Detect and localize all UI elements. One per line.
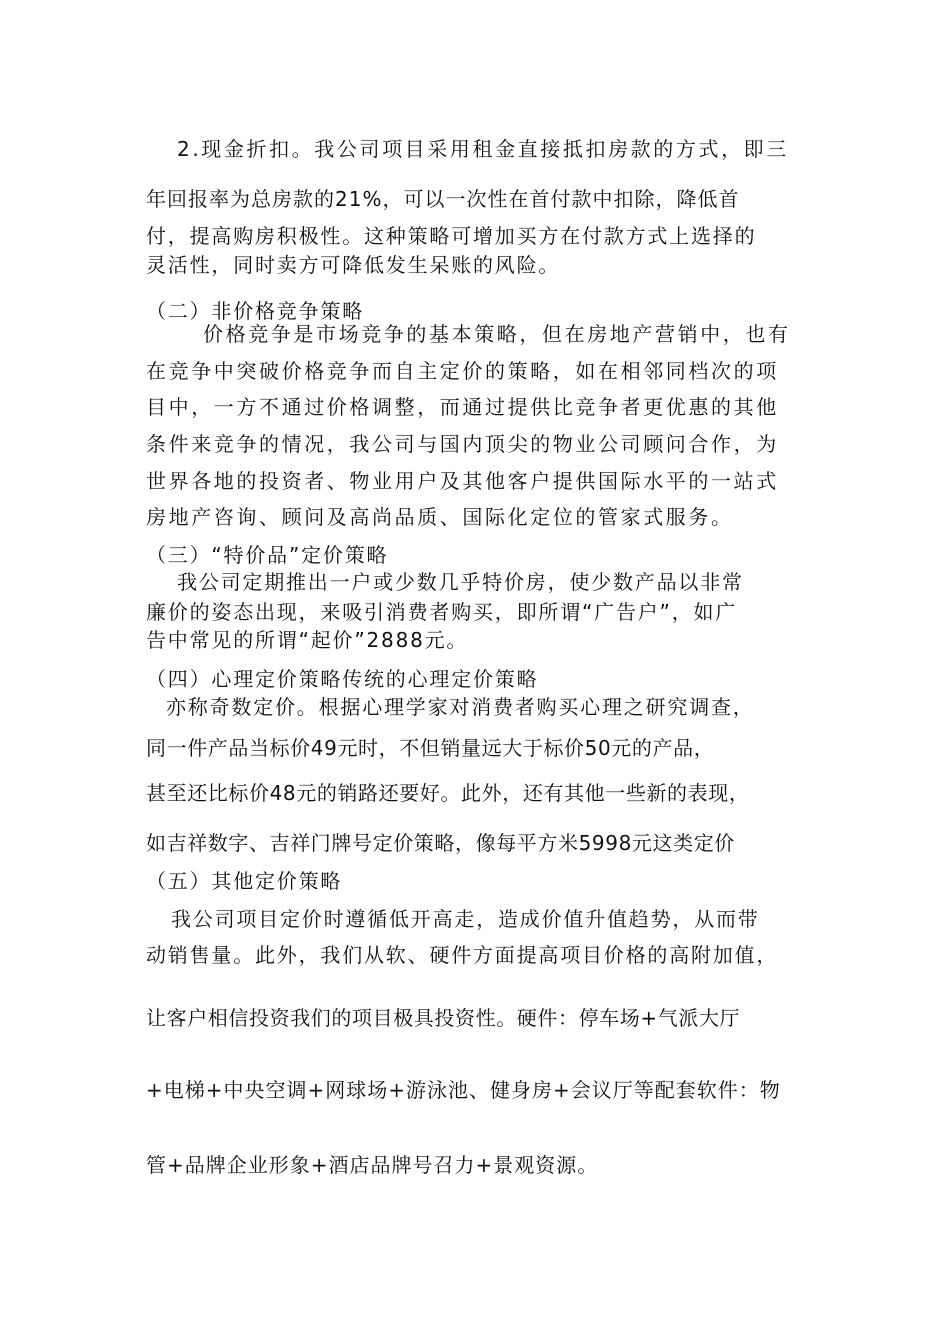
section-heading: （三）“特价品”定价策略: [146, 543, 389, 567]
text-line: 让客户相信投资我们的项目极具投资性。硬件：停车场+气派大厅: [146, 1006, 741, 1030]
text-line: 如吉祥数字、吉祥门牌号定价策略，像每平方米5998元这类定价: [146, 831, 735, 855]
text-line: 同一件产品当标价49元时，不但销量远大于标价50元的产品，: [146, 736, 715, 760]
text-line: 告中常见的所谓“起价”2888元。: [146, 628, 469, 652]
text-line: 条件来竞争的情况，我公司与国内顶尖的物业公司顾问合作，为: [146, 432, 779, 456]
text-line: 年回报率为总房款的21%，可以一次性在首付款中扣除，降低首: [146, 187, 740, 211]
text-line: 管+品牌企业形象+酒店品牌号召力+景观资源。: [146, 1153, 599, 1177]
text-line: 动销售量。此外，我们从软、硬件方面提高项目价格的高附加值，: [146, 943, 779, 967]
text-line: 灵活性，同时卖方可降低发生呆账的风险。: [146, 253, 561, 277]
text-line: 我公司项目定价时遵循低开高走，造成价值升值趋势，从而带: [171, 907, 760, 931]
text-line: 房地产咨询、顾问及高尚品质、国际化定位的管家式服务。: [146, 505, 734, 529]
section-heading: （五）其他定价策略: [146, 869, 343, 893]
text-line: 目中，一方不通过价格调整，而通过提供比竞争者更优惠的其他: [146, 395, 779, 419]
text-line: 价格竞争是市场竞争的基本策略，但在房地产营销中，也有: [203, 322, 791, 346]
text-line: 2.现金折扣。我公司项目采用租金直接抵扣房款的方式，即三: [177, 137, 789, 161]
section-heading: （二）非价格竞争策略: [146, 299, 364, 323]
text-line: 世界各地的投资者、物业用户及其他客户提供国际水平的一站式: [146, 469, 779, 493]
text-line: 在竞争中突破价格竞争而自主定价的策略，如在相邻同档次的项: [146, 359, 779, 383]
text-line: 我公司定期推出一户或少数几乎特价房，使少数产品以非常: [177, 570, 744, 594]
text-line: 甚至还比标价48元的销路还要好。此外，还有其他一些新的表现，: [146, 781, 750, 805]
text-line: +电梯+中央空调+网球场+游泳池、健身房+会议厅等配套软件：物: [146, 1078, 781, 1102]
text-line: 付，提高购房积极性。这种策略可增加买方在付款方式上选择的: [146, 224, 757, 248]
text-line: 亦称奇数定价。根据心理学家对消费者购买心理之研究调查，: [166, 695, 755, 719]
section-heading: （四）心理定价策略传统的心理定价策略: [146, 667, 539, 691]
text-line: 廉价的姿态出现，来吸引消费者购买，即所谓“广告户”，如广: [146, 600, 738, 624]
